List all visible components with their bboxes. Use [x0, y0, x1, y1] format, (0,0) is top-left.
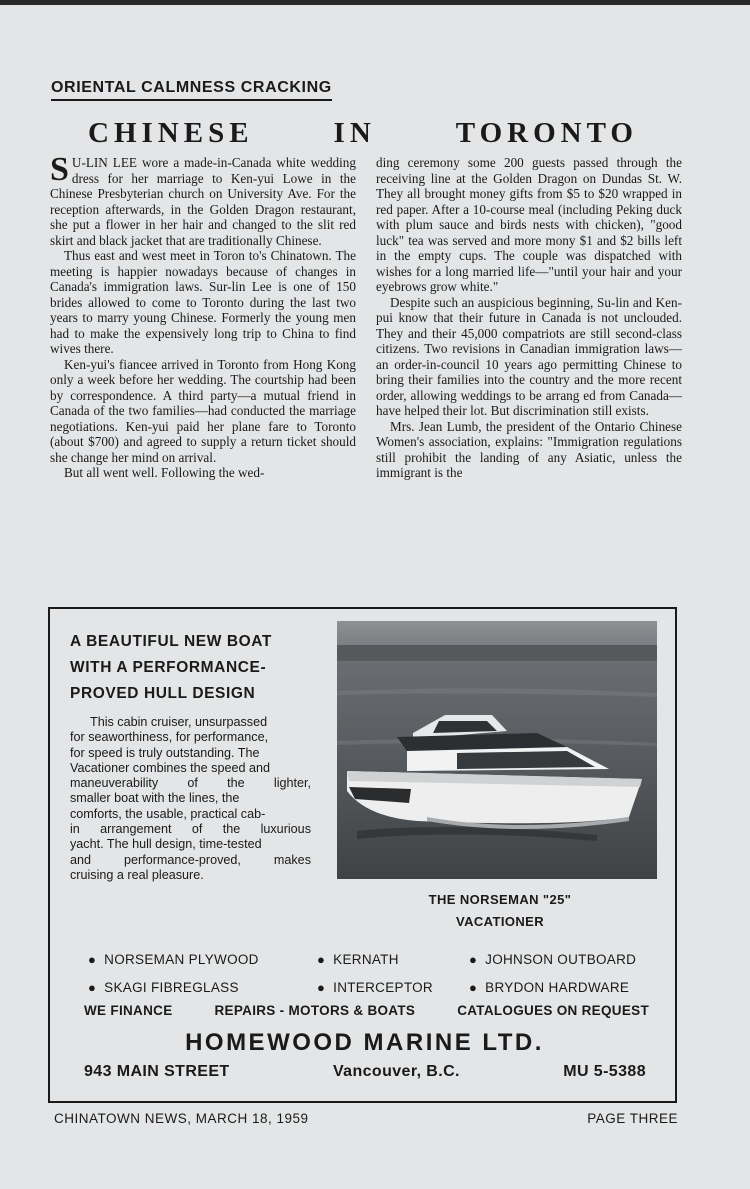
article-paragraph: Mrs. Jean Lumb, the president of the Ontario Chinese Women's association, explains: "Immigration regulations still prohibit the landing of any Asiatic, unless the immigrant is the — [376, 418, 682, 480]
services-line — [84, 1003, 649, 1018]
bullet-icon: ● — [469, 979, 478, 995]
drop-cap: S — [50, 155, 69, 188]
boat-photo — [337, 621, 657, 879]
article-paragraph: S U-LIN LEE wore a made-in-Canada white wedding dress for her marriage to Ken-yui Lowe in the Chinese Presbyterian church on University Ave. For the reception afterwards, in the Golden Dragon restaurant, she put a flower in her hair and changed to the slit red skirt and black jacket that are traditionally Chinese. — [50, 155, 356, 248]
city: Vancouver, B.C. — [332, 1063, 460, 1080]
article-paragraph: Despite such an auspicious beginning, Su-lin and Ken-pui know that their future in Canada is not unclouded. They and their 45,000 compatriots are still second-class citizens. Two revisions in Canadian immigration laws—an order-in-council 10 years ago permitting Chinese to bring their families into the country and the more recent order, allowing weddings to be arrang ed from Canada—have helped their lot. But discrimination still exists. — [376, 294, 682, 418]
bullet-icon: ● — [88, 979, 97, 995]
article-paragraph: Thus east and west meet in Toron to's Chinatown. The meeting is happier nowadays because of changes in Canada's immigration laws. Sur-lin Lee is one of 150 brides allowed to come to Toronto during the last two years to marry young Chinese. Formerly the young men had to make the expensively long trip to China to find wives there. — [50, 248, 356, 356]
list-item: ● INTERCEPTOR — [317, 979, 433, 995]
contact-line — [84, 1063, 646, 1081]
article-column-left — [50, 155, 356, 605]
page-footer — [54, 1111, 678, 1126]
brand-row — [88, 973, 668, 1001]
ad-body-copy: This cabin cruiser, unsurpassed for seaworthiness, for performance, for speed is truly outstanding. The Vacationer combines the speed and maneuverability of the lighter, smaller boat with the lines, the comforts, the usable, practical cab- in arrangement of the luxurious yacht. The hull design, time-tested and performance-proved, makes cruising a real pleasure. — [70, 715, 311, 882]
homewood-marine-advertisement — [48, 607, 677, 1103]
newspaper-page — [0, 5, 750, 1189]
ad-headline: A BEAUTIFUL NEW BOAT WITH A PERFORMANCE- PROVED HULL DESIGN — [70, 633, 273, 702]
company-name: HOMEWOOD MARINE LTD. — [185, 1029, 544, 1056]
article-headline — [48, 117, 678, 150]
article-paragraph: But all went well. Following the wed- — [64, 465, 265, 480]
cabin-cruiser-illustration — [337, 621, 657, 879]
article-column-right — [376, 155, 682, 605]
list-item: ● BRYDON HARDWARE — [469, 979, 630, 995]
service-item: WE FINANCE — [84, 1003, 173, 1018]
article-paragraph: Ken-yui's fiancee arrived in Toronto from Hong Kong only a week before her wedding. The courtship had been by correspondence. A third party—a mutual friend in Canada of the two families—had conducted the marriage negotiations. Ken-yui paid her plane fare to Toronto (about $700) and agreed to supply a return ticket should she change her mind on arrival. — [50, 356, 356, 465]
service-item: CATALOGUES ON REQUEST — [457, 1003, 649, 1018]
article-kicker: ORIENTAL CALMNESS CRACKING — [51, 79, 332, 101]
brand-row — [88, 945, 668, 973]
headline-word: IN — [333, 117, 376, 149]
service-item: REPAIRS - MOTORS & BOATS — [214, 1003, 416, 1018]
bullet-icon: ● — [88, 951, 97, 967]
bullet-icon: ● — [469, 951, 478, 967]
publication-date: CHINATOWN NEWS, MARCH 18, 1959 — [54, 1111, 309, 1126]
page-number: PAGE THREE — [587, 1111, 678, 1126]
bullet-icon: ● — [317, 951, 326, 967]
list-item: ● SKAGI FIBREGLASS — [88, 979, 239, 995]
bullet-icon: ● — [317, 979, 326, 995]
list-item: ● JOHNSON OUTBOARD — [469, 951, 637, 967]
headline-word: CHINESE — [88, 117, 254, 149]
brand-list — [88, 945, 668, 1001]
street-address: 943 MAIN STREET — [84, 1063, 230, 1080]
list-item: ● KERNATH — [317, 951, 399, 967]
article-paragraph: ding ceremony some 200 guests passed through the receiving line at the Golden Dragon on Dundas St. W. They all brought money gifts from $5 to $20 wrapped in red paper. After a 10-course meal (including Peking duck with plum sauce and birds nests with chicken), "good luck" tea was served and more mony $1 and $2 bills left in the empty cups. The couple was dispatched with wishes for a long married life—"until your hair and your eyebrows grow white." — [376, 155, 682, 294]
headline-word: TORONTO — [455, 117, 638, 149]
phone-number: MU 5-5388 — [563, 1063, 646, 1080]
list-item: ● NORSEMAN PLYWOOD — [88, 951, 259, 967]
boat-caption: THE NORSEMAN "25" VACATIONER — [428, 892, 572, 929]
